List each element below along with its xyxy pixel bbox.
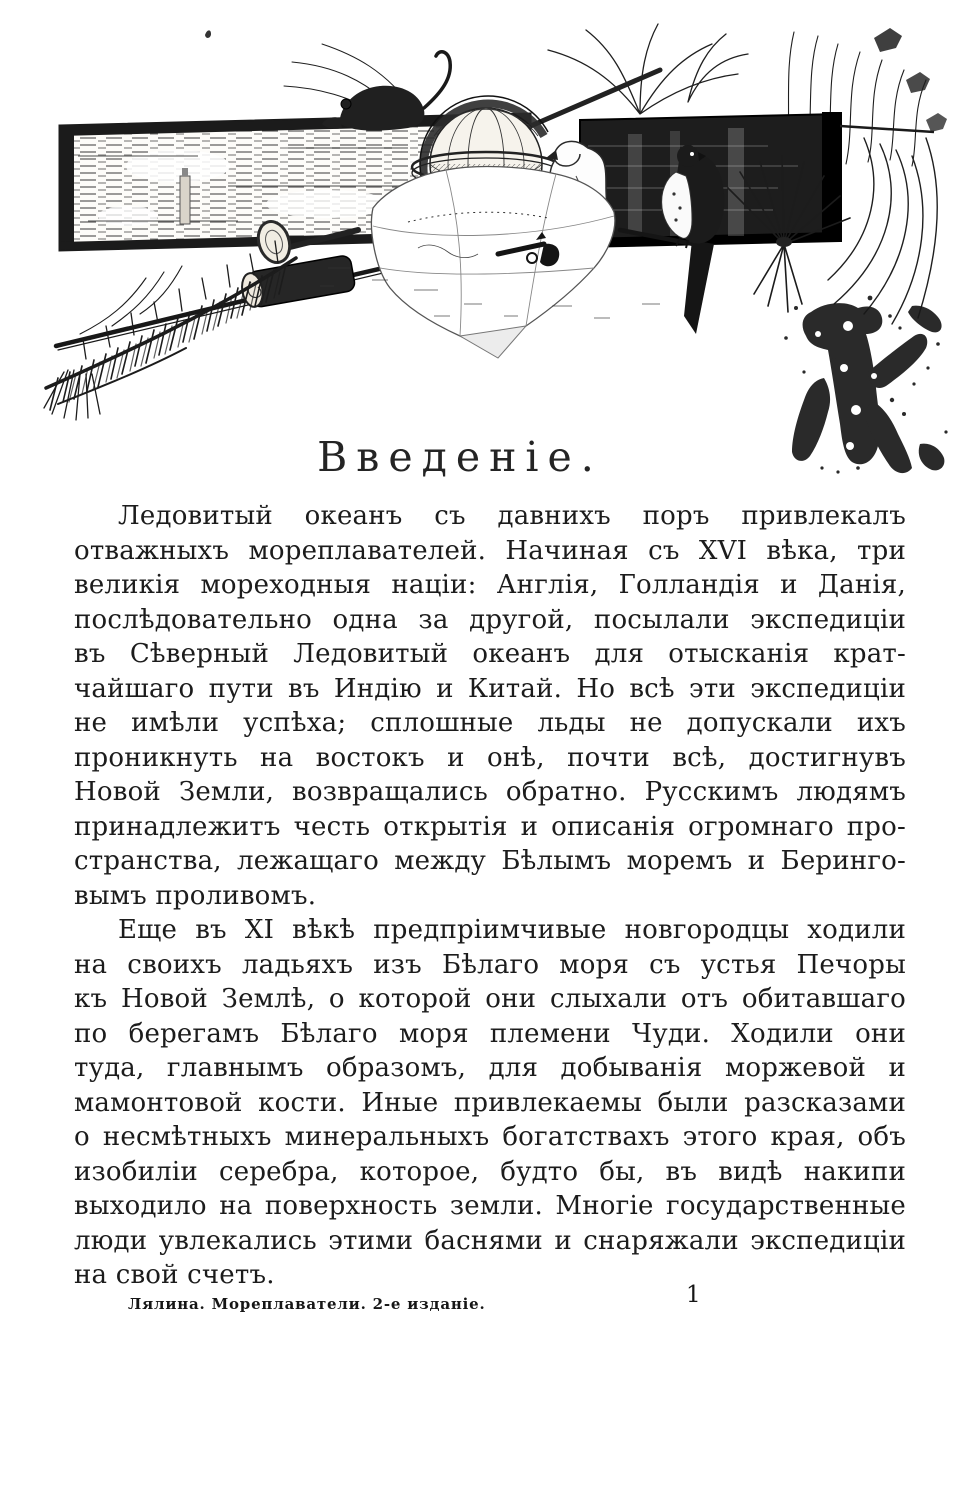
text-line: выходило на поверхность земли. Многіе государственные bbox=[74, 1191, 906, 1221]
body-text bbox=[74, 499, 906, 1293]
map-sheet bbox=[372, 167, 615, 358]
text-line: отважныхъ мореплавателей. Начиная съ XVI вѣка, три bbox=[74, 535, 906, 566]
text-line: на своихъ ладьяхъ изъ Бѣлаго моря съ устья Печоры bbox=[74, 949, 906, 980]
text-line: великія мореходныя націи: Англія, Голландія и Данія, bbox=[74, 570, 906, 600]
text-line: послѣдовательно одна за другой, посылали экспедиціи bbox=[74, 604, 906, 635]
text-line: къ Новой Землѣ, о которой они слыхали отъ обитавшаго bbox=[74, 984, 906, 1014]
headpiece-illustration bbox=[28, 16, 948, 482]
text-line: люди увлекались этими баснями и снаряжали экспедиціи bbox=[74, 1225, 906, 1256]
footer-caption: Лялина. Мореплаватели. 2-е изданіе. bbox=[128, 1295, 486, 1313]
text-line: мамонтовой кости. Иные привлекаемы были разсказами bbox=[74, 1087, 906, 1118]
text-line: Ледовитый океанъ съ давнихъ поръ привлекалъ bbox=[118, 501, 906, 531]
text-line: вымъ проливомъ. bbox=[74, 880, 317, 911]
lighthouse-mark bbox=[180, 168, 190, 224]
text-line: странства, лежащаго между Бѣлымъ моремъ и Беринго- bbox=[74, 846, 906, 876]
text-line: проникнуть на востокъ и онѣ, почти всѣ, достигнувъ bbox=[74, 742, 906, 773]
text-line: принадлежитъ честь открытія и описанія огромнаго про- bbox=[74, 811, 906, 842]
text-line: туда, главнымъ образомъ, для добыванія моржевой и bbox=[74, 1053, 906, 1083]
wood-plank-right bbox=[580, 112, 934, 248]
pine-branch bbox=[44, 241, 296, 420]
text-line: въ Сѣверный Ледовитый океанъ для отысканія крат- bbox=[74, 639, 906, 669]
text-line: Новой Земли, возвращались обратно. Русскимъ людямъ bbox=[74, 777, 906, 807]
text-line: не имѣли успѣха; сплошные льды не допускали ихъ bbox=[74, 708, 906, 738]
drooping-leaves bbox=[828, 138, 937, 324]
text-line: Еще въ XI вѣкѣ предпріимчивые новгородцы ходили bbox=[118, 915, 906, 945]
text-line: чайшаго пути въ Индію и Китай. Но всѣ эти экспедиціи bbox=[74, 673, 906, 704]
text-line: о несмѣтныхъ минеральныхъ богатствахъ этого края, объ bbox=[74, 1122, 906, 1152]
text-line: изобиліи серебра, которое, будто бы, въ видѣ накипи bbox=[74, 1156, 906, 1187]
text-line: на свой счетъ. bbox=[74, 1260, 275, 1290]
page-number: 1 bbox=[686, 1282, 701, 1308]
text-line: по берегамъ Бѣлаго моря племени Чуди. Ходили они bbox=[74, 1018, 906, 1049]
chapter-title: Введеніе. bbox=[317, 433, 603, 481]
